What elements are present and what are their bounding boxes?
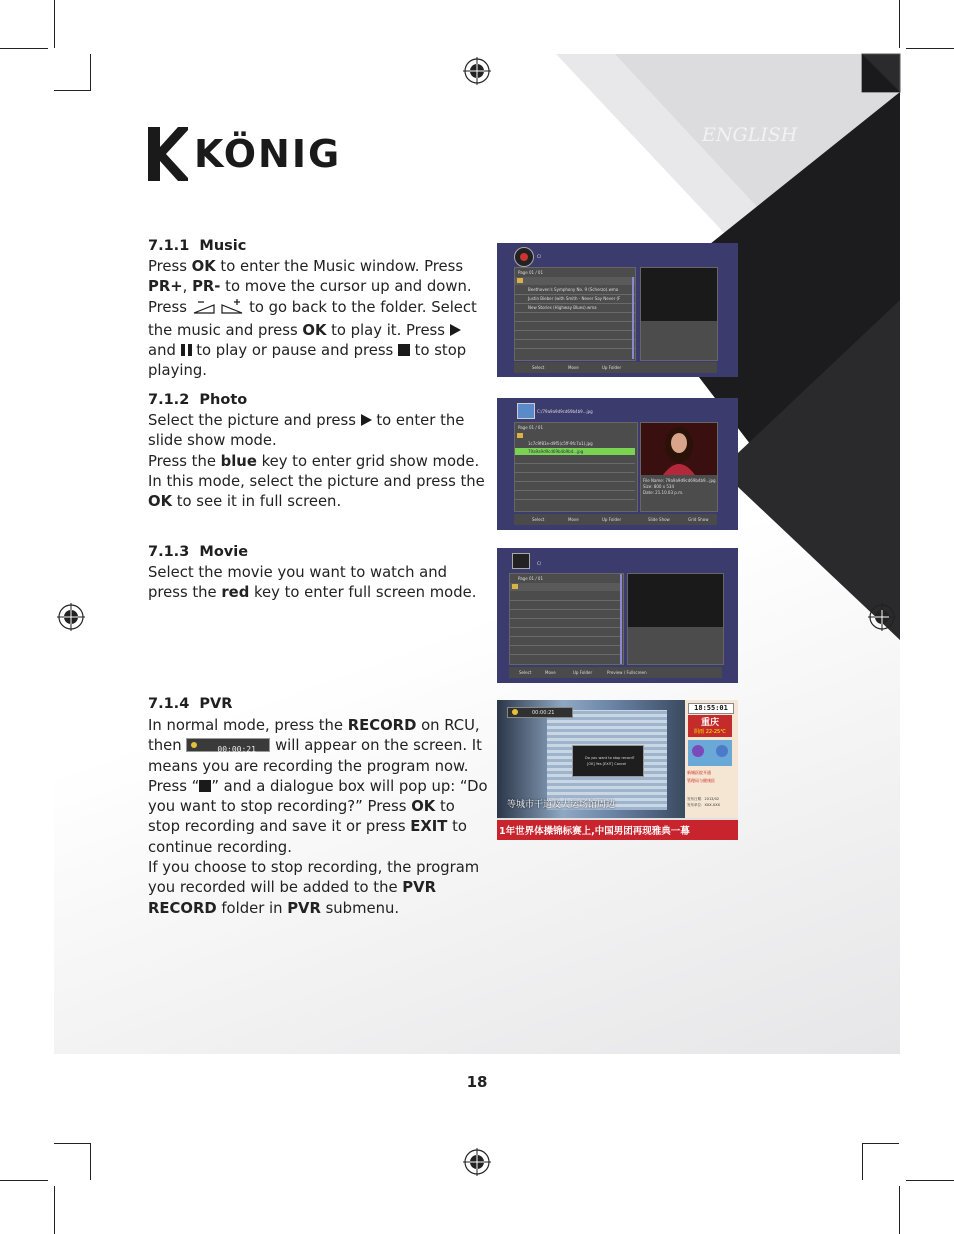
crop-mark xyxy=(54,90,91,91)
section-title-pvr: 7.1.4 PVR xyxy=(148,696,233,712)
paragraph: Select the movie you want to watch and press the red key to enter full screen mode. xyxy=(148,564,477,602)
photo-preview-panel: File Name: 79a9a9d9cd69b4b9...jpg Size: 800 x 534 Date: 21.10.03 p.m. xyxy=(640,422,718,512)
section-body-photo xyxy=(148,411,488,512)
key-name: EXIT xyxy=(410,818,448,836)
movie-screenshot: C/ Page 01 / 01 Select Move Up Folder Preview / Fullscreen xyxy=(497,548,738,683)
music-file-item[interactable]: Justin Bieber (with Smith - Never Say Never (F xyxy=(528,296,621,301)
crop-mark xyxy=(906,1180,954,1181)
paragraph: Select the picture and press to enter the slide show mode. xyxy=(148,412,465,450)
section-body-pvr xyxy=(148,716,488,919)
pvr-news-ticker: 1年世界体操锦标赛上,中国男团再现雅典一幕 xyxy=(497,818,738,840)
registration-mark-icon xyxy=(463,1148,491,1176)
pvr-record-timer: 00:00:21 xyxy=(507,707,573,718)
brand-logo xyxy=(148,127,341,181)
key-name: OK xyxy=(148,493,173,511)
stop-icon xyxy=(398,344,410,356)
pvr-screenshot xyxy=(497,700,738,840)
music-disc-icon xyxy=(514,247,534,267)
konig-k-icon xyxy=(148,127,188,181)
movie-footer-bar: Select Move Up Folder Preview / Fullscreen xyxy=(509,667,722,678)
crop-mark xyxy=(899,0,900,48)
key-name: OK xyxy=(191,258,216,275)
paragraph: Press OK to enter the Music window. Press PR+, PR- to move the cursor up and down. Press to go back to the folder. Select the music and press OK to play it. Press and to play or pause and press to stop playing. xyxy=(148,258,477,380)
section-body-movie xyxy=(148,563,488,604)
music-file-item[interactable]: Beethoven's Symphony No. 9 (Scherzo).wma xyxy=(528,287,619,292)
key-name: PVR RECORD xyxy=(148,879,436,917)
portrait-thumbnail xyxy=(641,423,717,475)
section-body-music xyxy=(148,257,488,382)
key-name: RECORD xyxy=(347,717,417,734)
photo-album-icon xyxy=(517,403,535,419)
key-name: OK xyxy=(411,798,436,816)
crop-mark xyxy=(54,1143,91,1144)
key-name: red xyxy=(221,584,250,602)
section-title-movie: 7.1.3 Movie xyxy=(148,544,249,560)
paragraph: In normal mode, press the RECORD on RCU, then 00:00:21 will appear on the screen. It means you are recording the program now. xyxy=(148,717,482,775)
folder-icon xyxy=(517,278,523,283)
key-name: blue xyxy=(220,452,257,470)
crop-mark xyxy=(862,1143,863,1180)
volume-up-icon xyxy=(220,299,244,321)
folder-icon xyxy=(517,433,523,438)
crop-mark xyxy=(899,1186,900,1234)
crop-mark xyxy=(862,1143,899,1144)
page-number: 18 xyxy=(466,1073,488,1091)
stop-icon xyxy=(199,780,211,792)
paragraph: Press “ ” and a dialogue box will pop up: “Do you want to stop recording?” Press OK to stop recording and save it or press EXIT to continue recording. xyxy=(148,777,488,856)
record-timer-text: 00:00:21 xyxy=(217,745,256,755)
photo-file-list: Page 01 / 01 1c7c9f81e-d9f5(c5ff-9fc7a1).jpg 79a9a9d9cd69b4b9b4...jpg xyxy=(514,422,638,512)
key-name: PR+ xyxy=(148,278,183,296)
pvr-side-panel: 18:55:01 重庆 阴雨 22-25℃ 新城医院开通 管理局与健康医 发布日期：2013/02 发布单位：XXX.XXX xyxy=(685,700,738,818)
crop-mark xyxy=(90,1143,91,1180)
play-icon xyxy=(450,324,461,336)
brand-name: KÖNIG xyxy=(194,132,342,176)
crop-mark xyxy=(90,54,91,91)
record-dot-icon xyxy=(512,709,518,715)
record-dot-icon xyxy=(191,742,197,748)
key-name: PVR xyxy=(287,899,321,917)
play-icon xyxy=(361,414,372,426)
photo-footer-bar: Select Move Up Folder Slide Show Grid Show xyxy=(514,514,717,525)
pvr-subtitle: 等城市干道及大运场馆周边 xyxy=(507,800,616,810)
movie-file-list: Page 01 / 01 xyxy=(509,573,624,665)
photo-file-item[interactable]: 1c7c9f81e-d9f5(c5ff-9fc7a1).jpg xyxy=(528,441,593,446)
registration-mark-icon xyxy=(57,603,85,631)
section-title-music: 7.1.1 Music xyxy=(148,238,247,254)
photo-file-selected[interactable]: 79a9a9d9cd69b4b9b4...jpg xyxy=(515,448,635,455)
music-file-list: Page 01 / 01 Beethoven's Symphony No. 9 (Scherzo).wma Justin Bieber (with Smith - Never Say Never (F New Stories (Highway Blues).wma xyxy=(514,267,636,361)
folder-icon xyxy=(512,584,518,589)
crop-mark xyxy=(906,48,954,49)
key-name: PR- xyxy=(192,278,221,296)
music-screenshot: C/ Page 01 / 01 Beethoven's Symphony No. 9 (Scherzo).wma Justin Bieber (with Smith - Never Say Never (F New Stories (Highway Blues).wma Select Move Up Folder xyxy=(497,243,738,377)
photo-screenshot: C:/79a9a9d9cd69b4b9...jpg Page 01 / 01 1c7c9f81e-d9f5(c5ff-9fc7a1).jpg 79a9a9d9cd69b4b9b4...jpg File Name: 79a9a9d9cd69b4b9...jpg Size: 800 x 534 Date: 21.10.03 p.m. Select Move Up Folder Slide Show Grid Show xyxy=(497,398,738,530)
music-file-item[interactable]: New Stories (Highway Blues).wma xyxy=(528,305,597,310)
volume-down-icon xyxy=(192,299,216,321)
pause-icon xyxy=(181,344,192,356)
paragraph: If you choose to stop recording, the program you recorded will be added to the PVR RECORD folder in PVR submenu. xyxy=(148,859,480,917)
section-title-photo: 7.1.2 Photo xyxy=(148,392,248,408)
registration-mark-icon xyxy=(463,57,491,85)
registration-mark-icon xyxy=(868,603,896,631)
record-timer-icon xyxy=(186,738,270,755)
language-label: ENGLISH xyxy=(702,124,798,146)
movie-preview-panel xyxy=(627,573,724,665)
crop-mark xyxy=(0,48,48,49)
stop-record-dialog: Do you want to stop record? [OK] Yes [EXIT] Cancel xyxy=(572,745,644,777)
crop-mark xyxy=(54,0,55,48)
paragraph: Press the blue key to enter grid show mode. In this mode, select the picture and press the OK to see it in full screen. xyxy=(148,452,485,511)
music-footer-bar: Select Move Up Folder xyxy=(514,362,717,373)
key-name: OK xyxy=(302,321,327,339)
movie-film-icon xyxy=(512,553,530,569)
crop-mark xyxy=(54,1186,55,1234)
music-preview-panel xyxy=(640,267,718,361)
crop-mark xyxy=(0,1180,48,1181)
